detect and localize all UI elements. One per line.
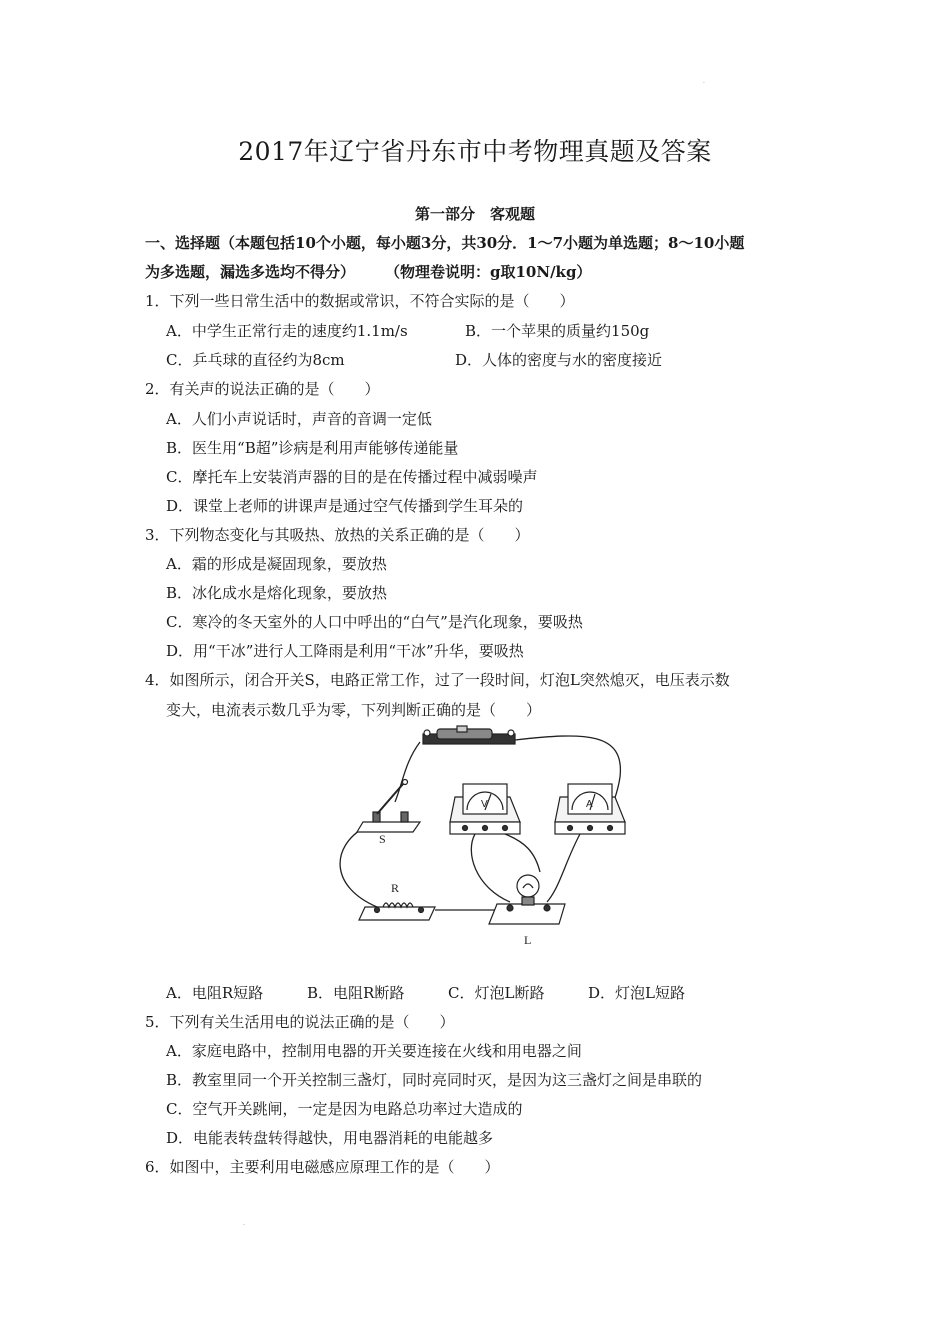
page-title: 2017年辽宁省丹东市中考物理真题及答案: [238, 137, 712, 166]
q4-stem-line-1: 4．如图所示，闭合开关S，电路正常工作，过了一段时间，灯泡L突然熄灭，电压表示数: [145, 671, 730, 689]
resistor-r: [359, 903, 435, 920]
q5-option-d: D．电能表转盘转得越快，用电器消耗的电能越多: [166, 1129, 494, 1147]
switch-s: [357, 780, 420, 833]
q3-option-c: C．寒冷的冬天室外的人口中呼出的“白气”是汽化现象，要吸热: [166, 613, 583, 631]
wire-voltmeter-lamp-left: [471, 834, 510, 902]
ammeter-label: A: [586, 799, 593, 810]
wire-switch-resistor: [340, 827, 377, 907]
lamp-l: [489, 875, 565, 924]
wire-ammeter-lamp: [547, 834, 580, 902]
circuit-diagram: [325, 722, 645, 954]
q5-option-c: C．空气开关跳闸，一定是因为电路总功率过大造成的: [166, 1100, 523, 1118]
section-heading-line-1: 一、选择题（本题包括10个小题，每小题3分，共30分．1～7小题为单选题；8～10小题: [145, 234, 745, 252]
q4-option-d: D．灯泡L短路: [588, 984, 685, 1002]
wire-voltmeter-lamp-right: [505, 834, 540, 872]
q3-stem: 3．下列物态变化与其吸热、放热的关系正确的是（ ）: [145, 526, 530, 544]
scan-dot: ·: [243, 1222, 245, 1229]
resistor-label: R: [391, 881, 400, 895]
q3-option-d: D．用“干冰”进行人工降雨是利用“干冰”升华，要吸热: [166, 642, 524, 660]
q2-option-d: D．课堂上老师的讲课声是通过空气传播到学生耳朵的: [166, 497, 524, 515]
q5-stem: 5．下列有关生活用电的说法正确的是（ ）: [145, 1013, 455, 1031]
q1-option-c: C．乒乓球的直径约为8cm: [166, 351, 345, 369]
rheostat: [423, 726, 515, 744]
q4-option-c: C．灯泡L断路: [448, 984, 545, 1002]
q2-stem: 2．有关声的说法正确的是（ ）: [145, 380, 380, 398]
q1-option-b: B．一个苹果的质量约150g: [465, 322, 650, 340]
q5-option-b: B．教室里同一个开关控制三盏灯，同时亮同时灭，是因为这三盏灯之间是串联的: [166, 1071, 703, 1089]
q3-option-b: B．冰化成水是熔化现象，要放热: [166, 584, 388, 602]
switch-label: S: [379, 832, 386, 846]
q4-stem-line-2: 变大，电流表示数几乎为零，下列判断正确的是（ ）: [166, 701, 542, 719]
lamp-label: L: [524, 933, 532, 947]
scan-dot: ·: [703, 80, 705, 87]
part-heading: 第一部分 客观题: [414, 205, 535, 223]
q1-option-a: A．中学生正常行走的速度约1.1m/s: [166, 322, 408, 340]
q6-stem: 6．如图中，主要利用电磁感应原理工作的是（ ）: [145, 1158, 500, 1176]
q3-option-a: A．霜的形成是凝固现象，要放热: [166, 555, 387, 573]
q4-option-a: A．电阻R短路: [166, 984, 264, 1002]
q1-option-d: D．人体的密度与水的密度接近: [455, 351, 663, 369]
q2-option-a: A．人们小声说话时，声音的音调一定低: [166, 410, 432, 428]
voltmeter-label: V: [481, 799, 488, 810]
wire-rheostat-switch: [395, 742, 420, 802]
q2-option-c: C．摩托车上安装消声器的目的是在传播过程中减弱噪声: [166, 468, 538, 486]
section-heading-line-2: 为多选题，漏选多选均不得分） （物理卷说明：g取10N/kg）: [145, 263, 592, 281]
q5-option-a: A．家庭电路中，控制用电器的开关要连接在火线和用电器之间: [166, 1042, 582, 1060]
q2-option-b: B．医生用“B超”诊病是利用声能够传递能量: [166, 439, 459, 457]
q4-option-b: B．电阻R断路: [307, 984, 405, 1002]
q1-stem: 1．下列一些日常生活中的数据或常识，不符合实际的是（ ）: [145, 292, 575, 310]
